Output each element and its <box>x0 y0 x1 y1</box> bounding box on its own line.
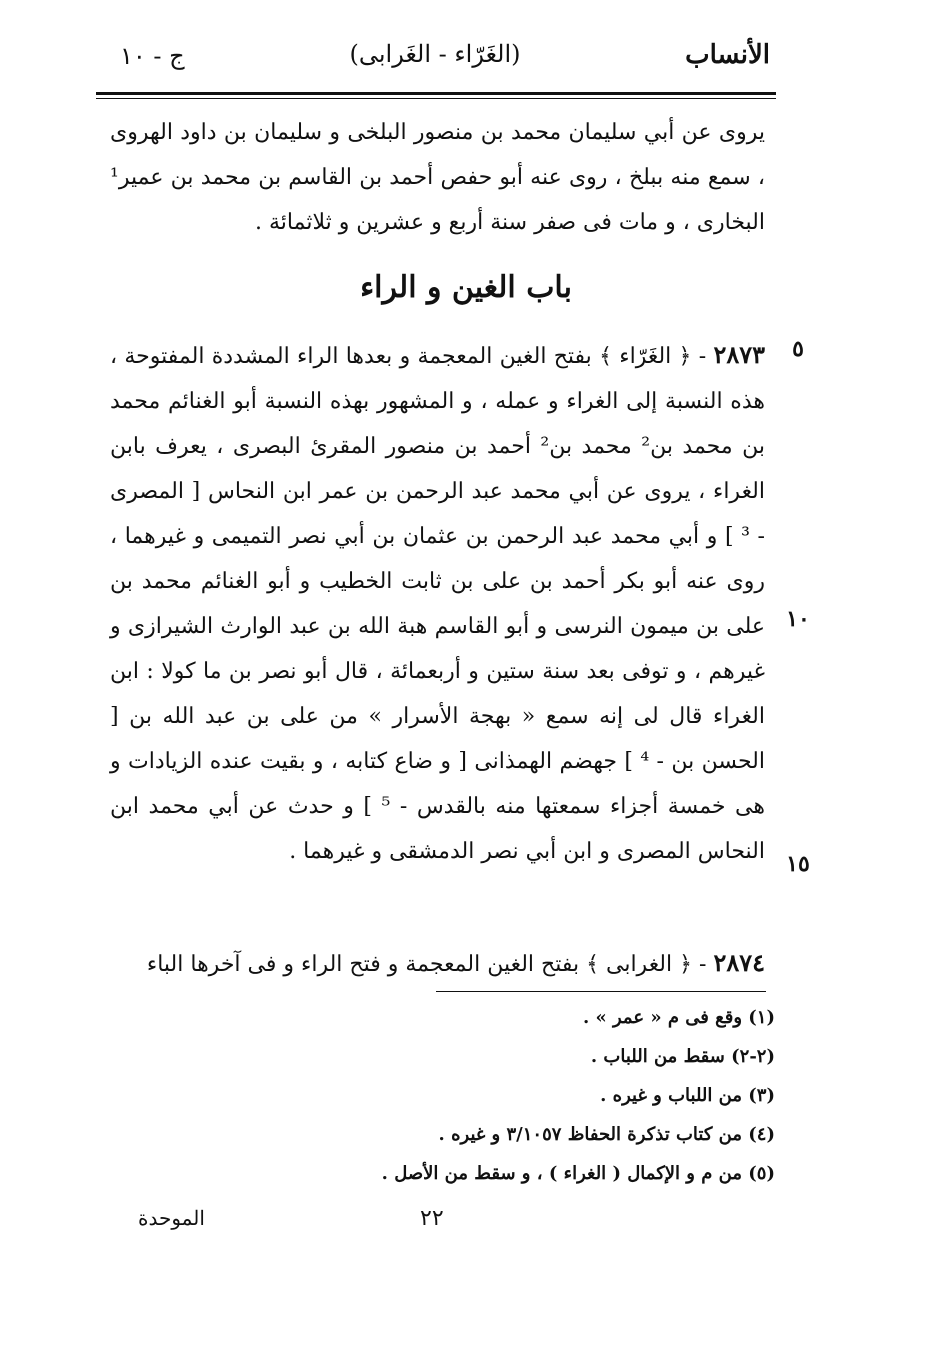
entry-number: ٢٨٧٤ <box>713 948 765 977</box>
section-heading: باب الغين و الراء <box>360 270 572 305</box>
footnote-rule <box>436 991 766 992</box>
entry-text: - ﴿ الغَرّاء ﴾ بفتح الغين المعجمة و بعدها الراء المشددة المفتوحة ، هذه النسبة إلى الغراء و عمله ، و المشهور بهذه النسبة أبو الغنائم محمد بن محمد بن² محمد بن² أحمد بن منصور المقرئ البصرى ، يعرف بابن الغراء ، يروى عن أبي محمد عبد الرحمن بن عمر ابن النحاس [ المصرى - ³ ] و أبي محمد عبد الرحمن بن عثمان بن أبي نصر التميمى و غيرهما ، روى عنه أبو بكر أحمد بن على بن ثابت الخطيب و أبو الغنائم محمد بن على بن ميمون النرسى و أبو القاسم هبة الله بن عبد الوارث الشيرازى و غيرهم ، و توفى بعد سنة ستين و أربعمائة ، قال أبو نصر بن ما كولا : ابن الغراء قال لى إنه سمع « بهجة الأسرار » من على بن عبد الله بن [ الحسن بن - ⁴ ] جهضم الهمذانى [ و ضاع كتابه ، و بقيت عنده الزيادات و هى خمسة أجزاء سمعتها منه بالقدس - ⁵ ] و حدث عن أبي محمد ابن النحاس المصرى و ابن أبي نصر الدمشقى و غيرهما . <box>110 344 765 864</box>
entry-2874 <box>110 940 765 987</box>
line-number-15: ١٥ <box>786 851 810 877</box>
running-header <box>100 36 770 80</box>
footnote-1: (١) وقع فى م « عمر » . <box>582 1007 775 1028</box>
footnote-2: (٢-٢) سقط من اللباب . <box>590 1046 775 1067</box>
header-book-title: الأنساب <box>685 40 770 70</box>
footnote-5: (٥) من م و الإكمال ( الغراء ) ، و سقط من الأصل . <box>381 1163 775 1184</box>
entry-text: - ﴿ الغرابى ﴾ بفتح الغين المعجمة و فتح الراء و فى آخرها الباء <box>146 952 714 977</box>
entry-number: ٢٨٧٣ <box>713 340 765 369</box>
line-number-5: ٥ <box>792 336 804 362</box>
line-number-10: ١٠ <box>786 606 810 632</box>
entry-2873 <box>110 332 765 874</box>
footnote-4: (٤) من كتاب تذكرة الحفاظ ٣/١٠٥٧ و غيره . <box>438 1124 775 1145</box>
header-volume: ج - ١٠ <box>120 42 185 70</box>
header-rule-thick <box>96 92 776 95</box>
header-section-range: (الغَرّاء - الغَرابى) <box>349 40 521 68</box>
page-number: ٢٢ <box>420 1206 444 1231</box>
footer-signature: الموحدة <box>138 1206 205 1230</box>
header-rule-thin <box>96 98 776 99</box>
footnote-3: (٣) من اللباب و غيره . <box>600 1085 775 1106</box>
intro-paragraph: يروى عن أبي سليمان محمد بن منصور البلخى و سليمان بن داود الهروى ، سمع منه ببلخ ، روى عنه أبو حفص أحمد بن القاسم بن محمد بن عمير¹ البخارى ، و مات فى صفر سنة أربع و عشرين و ثلاثمائة . <box>110 120 765 235</box>
footnotes <box>200 998 775 1193</box>
